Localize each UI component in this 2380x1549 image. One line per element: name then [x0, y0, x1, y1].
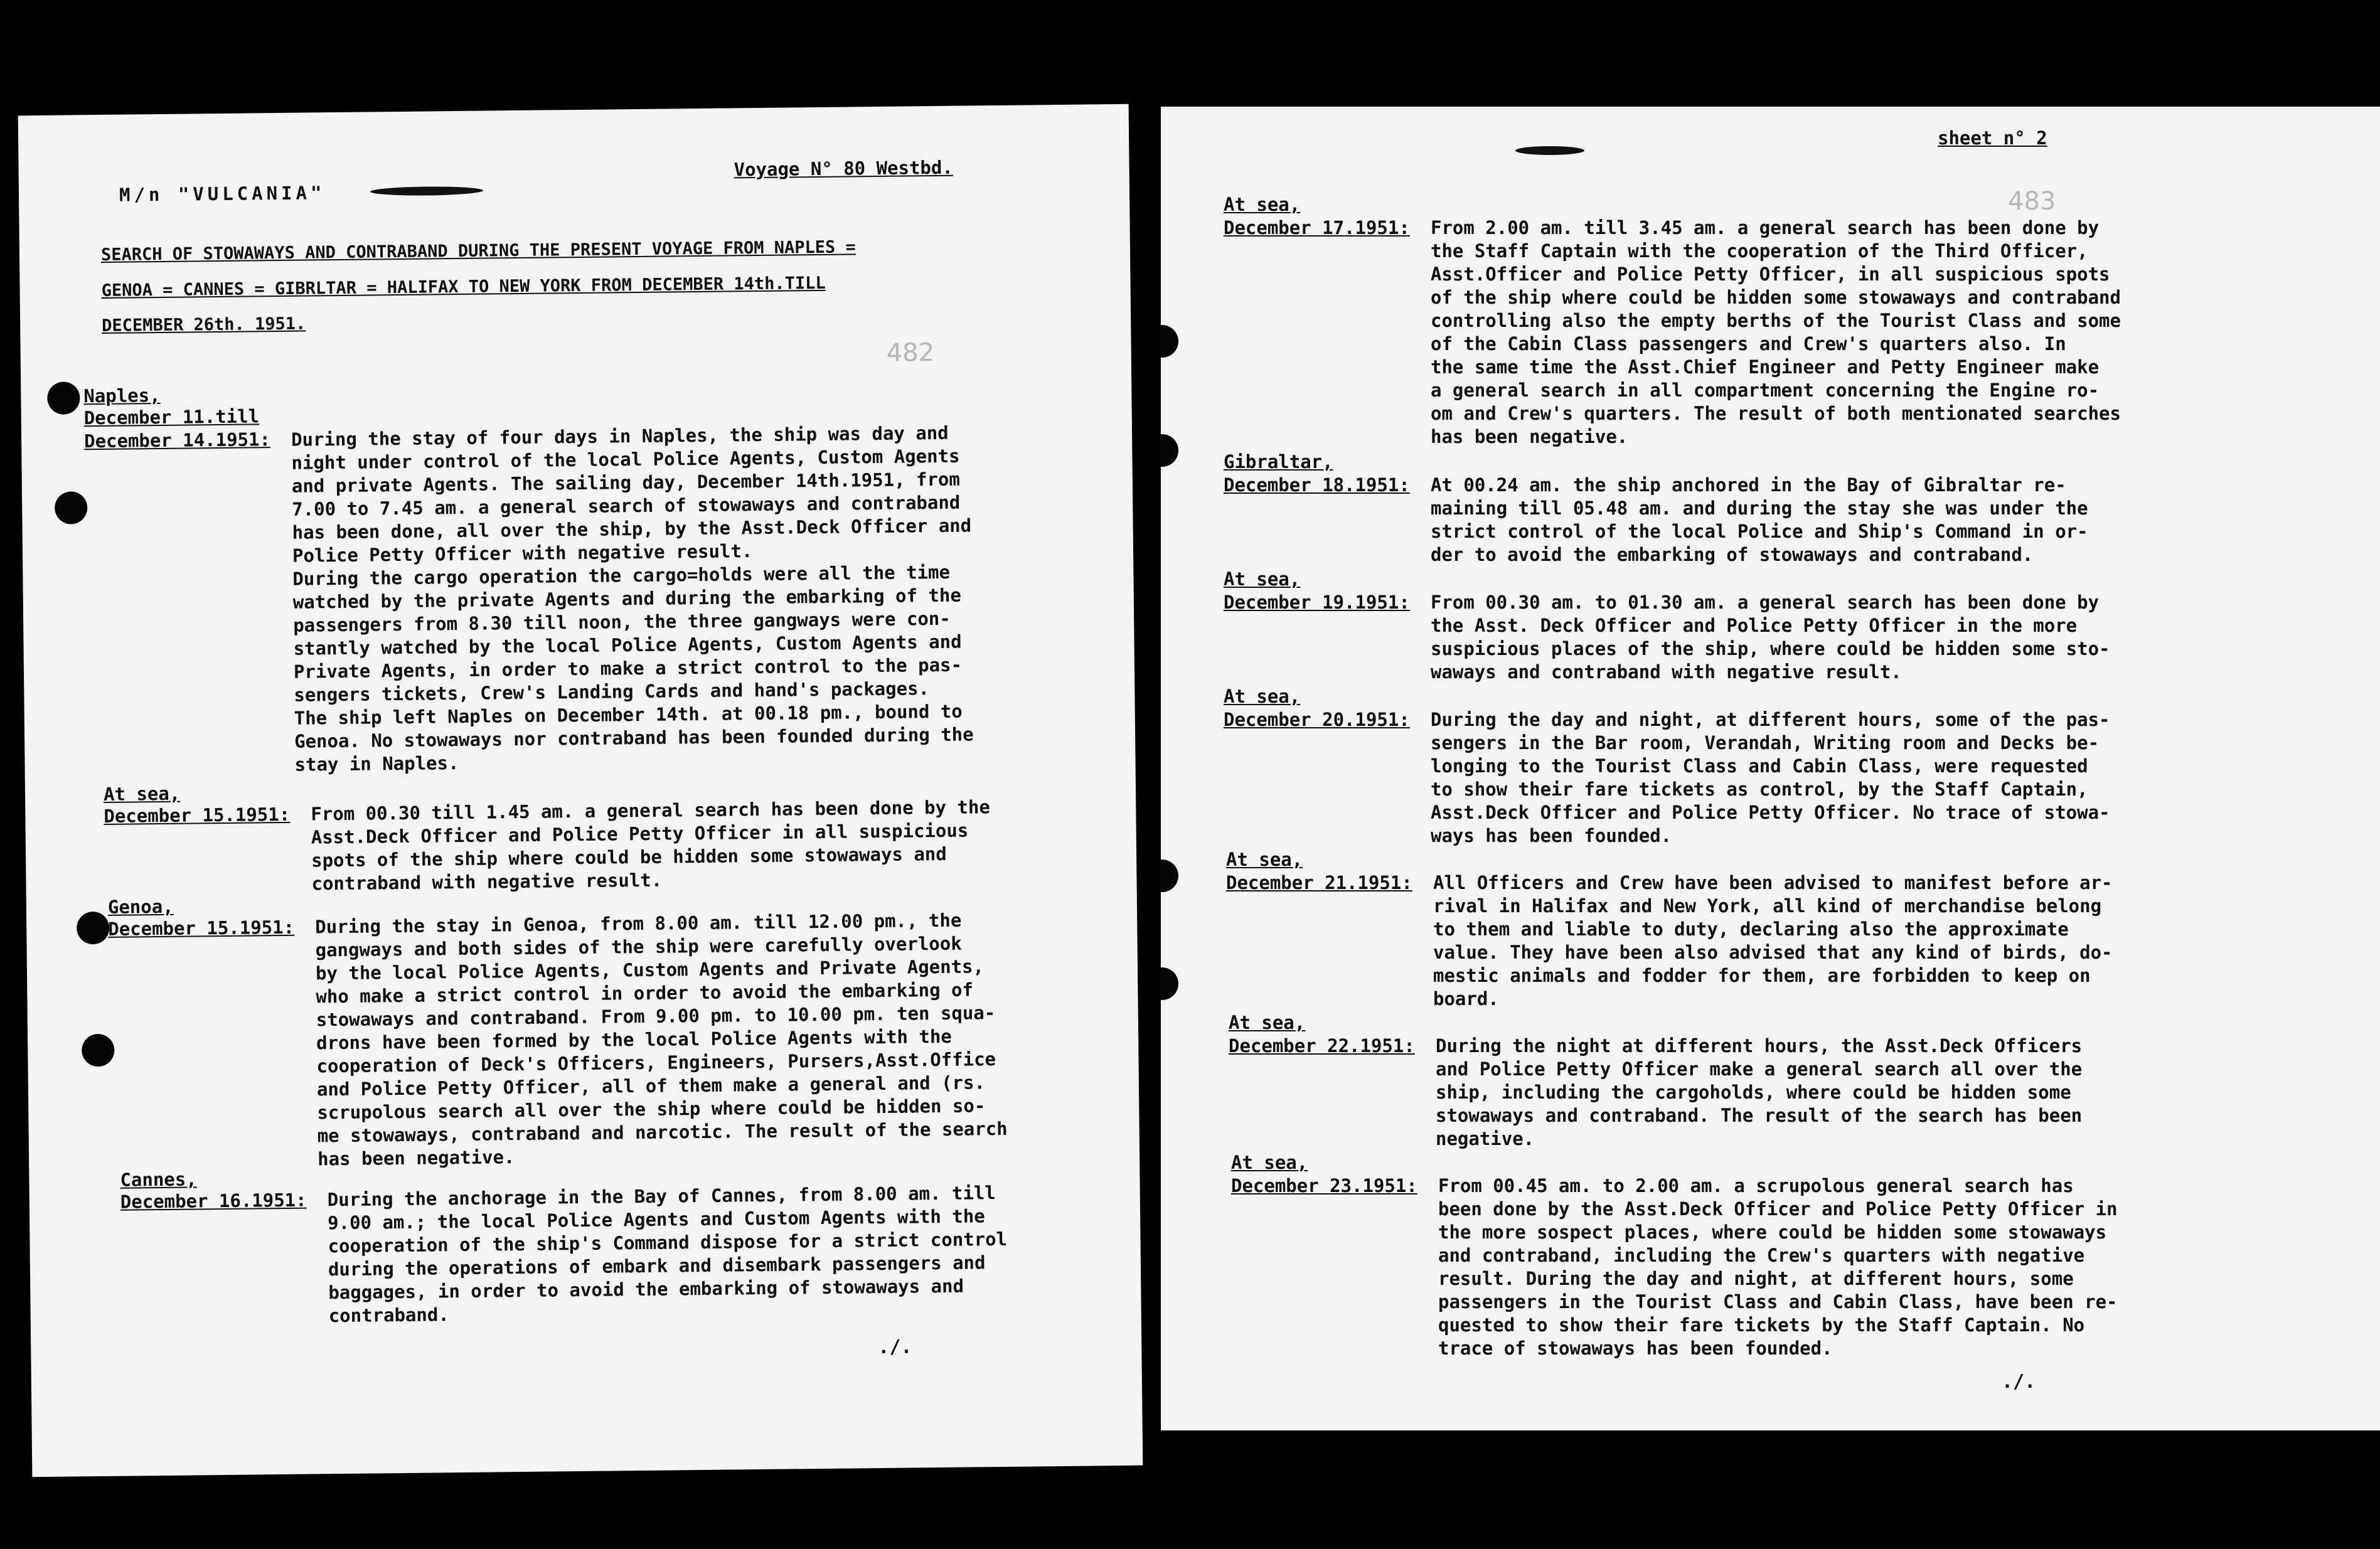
page-number: 483	[2008, 187, 2056, 216]
entry-date: December 16.1951:	[120, 1189, 307, 1213]
punch-hole	[1161, 325, 1178, 358]
entry-text: All Officers and Crew have been advised to manifest before ar- rival in Halifax and New York, all kind of merchandise belong to them and liable to duty, declaring also the approximate value. They have been also advised that any kind of birds, do- mestic animals and fodder for them, are forbidden to keep on board.	[1433, 872, 2113, 1009]
left-sheet	[18, 104, 1143, 1477]
punch-hole	[1161, 434, 1178, 467]
entry-text: During the stay of four days in Naples, the ship was day and night under control of the local Police Agents, Custom Agents and private Agents. The sailing day, December 14th.1951, from 7.00 to 7.45 am. a general search of stowaways and contraband has been done, all over the ship, by the Asst.Deck Officer and Police Petty Officer with negative result. During the cargo operation the cargo=holds were all the time watched by the private Agents and during the embarking of the passengers from 8.30 till noon, the three gangways were con- stantly watched by the local Police Agents, Custom Agents and Private Agents, in order to make a strict control to the pas- sengers tickets, Crew's Landing Cards and hand's packages. The ship left Naples on December 14th. at 00.18 pm., bound to Genoa. No stowaways nor contraband has been founded during the stay in Naples.	[291, 422, 974, 775]
entry-place: Genoa,	[107, 895, 174, 918]
punch-hole	[1161, 860, 1178, 892]
entry-place: At sea,	[1226, 849, 1303, 870]
entry-text: From 00.30 am. to 01.30 am. a general search has been done by the Asst. Deck Officer and Police Petty Officer in the more suspicious places of the ship, where could be hidden some sto- waways and contraband with negative result.	[1431, 592, 2110, 683]
document-title-line-1: SEARCH OF STOWAWAYS AND CONTRABAND DURING THE PRESENT VOYAGE FROM NAPLES =	[100, 237, 856, 265]
entry-text: During the stay in Genoa, from 8.00 am. till 12.00 pm., the gangways and both sides of the ship were carefully overlook by the local Police Agents, Custom Agents and Private Agents, who make a strict control in order to avoid the embarking of stowaways and contraband. From 9.00 pm. to 10.00 pm. ten squa- drons have been formed by the local Police Agents with the cooperation of Deck's Officers, Engineers, Pursers,Asst.Office and Police Petty Officer, all of them make a general and (rs. scrupolous search all over the ship where could be hidden so- me stowaways, contraband and narcotic. The result of the search has been negative.	[315, 909, 1008, 1170]
entry-place: At sea,	[1231, 1152, 1308, 1173]
punch-hole	[47, 381, 80, 415]
entry-text: During the anchorage in the Bay of Cannes, from 8.00 am. till 9.00 am.; the local Police Agents and Custom Agents with the cooperation of the ship's Command dispose for a strict control during the operations of embark and disembark passengers and baggages, in order to avoid the embarking of stowaways and contraband.	[327, 1182, 1008, 1327]
entry-date: December 22.1951:	[1229, 1035, 1415, 1057]
entry-place: At sea,	[1229, 1012, 1306, 1033]
entry-text: From 2.00 am. till 3.45 am. a general search has been done by the Staff Captain with the cooperation of the Third Officer, Asst.Officer and Police Petty Officer, in all suspicious spots of the ship where could be hidden some stowaways and contraband controlling also the empty berths of the Tourist Class and some of the Cabin Class passengers and Crew's quarters also. In the same time the Asst.Chief Engineer and Petty Engineer make a general search in all compartment concerning the Engine ro- om and Crew's quarters. The result of both mentionated searches has been negative.	[1431, 217, 2121, 447]
document-title-line-3: DECEMBER 26th. 1951.	[102, 314, 306, 336]
voyage-number: Voyage N° 80 Westbd.	[734, 156, 954, 181]
punch-hole	[77, 912, 110, 945]
entry-place: At sea,	[1224, 194, 1301, 215]
entry-place: Gibraltar,	[1224, 451, 1333, 472]
continuation-mark: ./.	[2002, 1371, 2036, 1393]
entry-place: Naples,	[83, 384, 161, 407]
entry-date: December 11.till December 14.1951:	[83, 405, 271, 452]
entry-place: At sea,	[1224, 568, 1301, 590]
ship-name: M/n "VULCANIA"	[119, 182, 326, 206]
ink-strike-mark	[370, 186, 483, 196]
right-sheet	[1161, 107, 2380, 1430]
entry-place: At sea,	[103, 782, 181, 805]
entry-date: December 18.1951:	[1224, 474, 1410, 496]
continuation-mark: ./.	[878, 1336, 912, 1359]
ink-strike-mark	[1515, 146, 1584, 155]
entry-date: December 19.1951:	[1224, 592, 1410, 613]
page-number: 482	[886, 338, 935, 368]
punch-hole	[82, 1034, 115, 1067]
entry-date: December 15.1951:	[104, 803, 291, 827]
entry-text: From 00.30 till 1.45 am. a general search has been done by the Asst.Deck Officer and Police Petty Officer in all suspicious spots of the ship where could be hidden some stowaways and contraband with negative result.	[311, 796, 990, 895]
entry-place: Cannes,	[120, 1168, 197, 1191]
entry-date: December 15.1951:	[108, 916, 295, 940]
punch-hole	[55, 491, 88, 524]
sheet-number: sheet n° 2	[1938, 127, 2047, 149]
entry-date: December 23.1951:	[1231, 1175, 1417, 1196]
entry-text: At 00.24 am. the ship anchored in the Bay of Gibraltar re- maining till 05.48 am. and during the stay she was under the strict control of the local Police and Ship's Command in or- der to avoid the embarking of stowaways and contraband.	[1431, 474, 2088, 565]
entry-text: During the night at different hours, the Asst.Deck Officers and Police Petty Officer make a general search all over the ship, including the cargoholds, where could be hidden some stowaways and contraband. The result of the search has been negative.	[1436, 1035, 2083, 1149]
entry-place: At sea,	[1224, 686, 1301, 707]
entry-date: December 21.1951:	[1226, 872, 1412, 893]
entry-date: December 20.1951:	[1224, 709, 1410, 730]
entry-text: During the day and night, at different hours, some of the pas- sengers in the Bar room, Verandah, Writing room and Decks be- longing to the Tourist Class and Cabin Class, were requested to show their fare tickets as control, by the Staff Captain, Asst.Deck Officer and Police Petty Officer. No trace of stowa- ways has been founded.	[1431, 709, 2110, 846]
entry-date: December 17.1951:	[1224, 217, 1410, 238]
document-title-line-2: GENOA = CANNES = GIBRLTAR = HALIFAX TO NEW YORK FROM DECEMBER 14th.TILL	[101, 273, 826, 301]
entry-text: From 00.45 am. to 2.00 am. a scrupolous general search has been done by the Asst.Deck Officer and Police Petty Officer in the more sospect places, where could be hidden some stowaways and contraband, including the Crew's quarters with negative result. During the day and night, at different hours, some passengers in the Tourist Class and Cabin Class, have been re- quested to show their fare tickets by the Staff Captain. No trace of stowaways has been founded.	[1438, 1175, 2118, 1359]
punch-hole	[1161, 967, 1178, 1000]
